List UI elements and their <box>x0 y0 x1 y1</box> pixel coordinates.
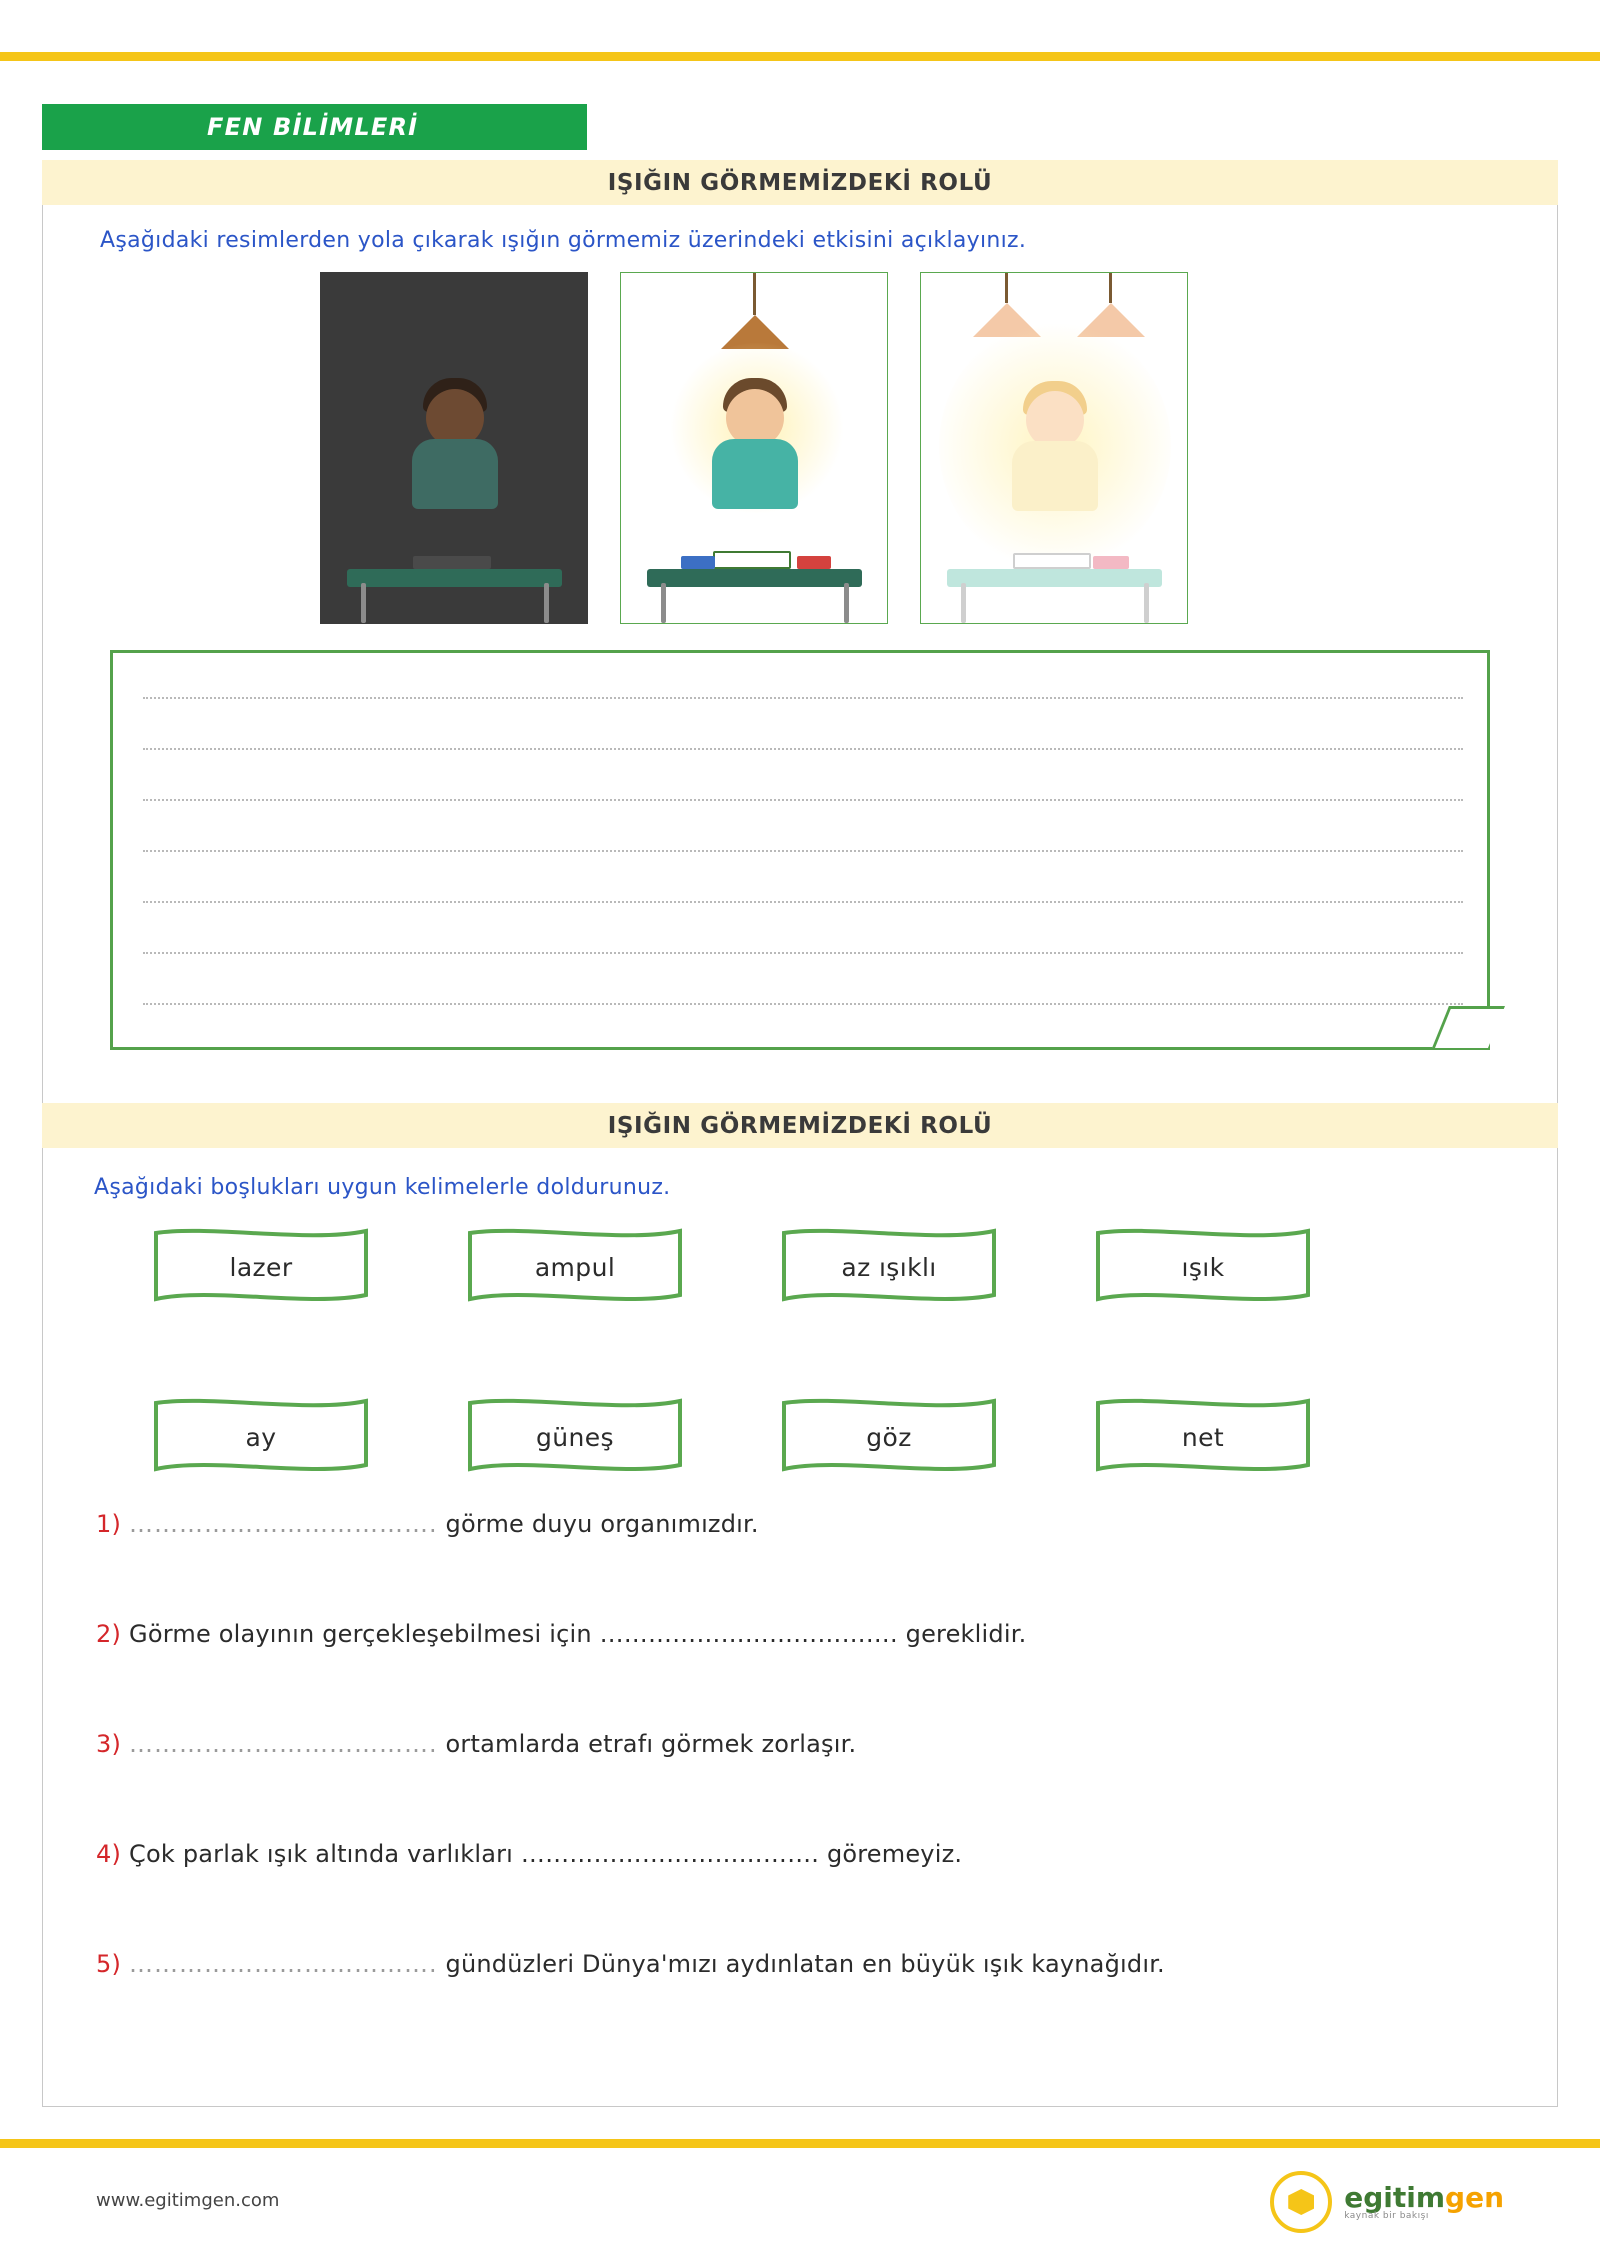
word-bank-item[interactable] <box>464 1225 686 1317</box>
question-text: Görme olayının gerçekleşebilmesi için ………………………………. <box>129 1620 898 1648</box>
question-number: 5) <box>96 1950 122 1978</box>
question-text: gündüzleri Dünya'mızı aydınlatan en büyük ışık kaynağıdır. <box>437 1950 1165 1978</box>
answer-line <box>143 1003 1463 1005</box>
word-bank-label: lazer <box>229 1252 293 1282</box>
word-bank-item[interactable] <box>150 1395 372 1487</box>
answer-line <box>143 748 1463 750</box>
question-text: göremeyiz. <box>819 1840 963 1868</box>
bottom-accent-bar <box>0 2139 1600 2148</box>
word-bank-item[interactable] <box>1092 1395 1314 1487</box>
section-2-instruction: Aşağıdaki boşlukları uygun kelimelerle doldurunuz. <box>94 1175 671 1200</box>
question-row[interactable] <box>96 1840 1496 1868</box>
free-response-answer-box[interactable] <box>110 650 1490 1050</box>
question-blank[interactable]: ………………………………. <box>129 1510 438 1538</box>
word-bank-label: az ışıklı <box>841 1252 937 1282</box>
logo-tagline: kaynak bir bakışı <box>1344 2210 1429 2221</box>
question-number: 3) <box>96 1730 122 1758</box>
footer-url[interactable]: www.egitimgen.com <box>96 2190 280 2211</box>
question-blank[interactable]: ………………………………. <box>129 1730 438 1758</box>
logo-accent-text: gen <box>1445 2180 1504 2214</box>
answer-line <box>143 850 1463 852</box>
question-blank[interactable]: ………………………………. <box>129 1950 438 1978</box>
question-row[interactable] <box>96 1620 1496 1648</box>
subject-tag-label: FEN BİLİMLERİ <box>207 113 419 141</box>
question-text: gereklidir. <box>897 1620 1027 1648</box>
question-row[interactable] <box>96 1950 1496 1978</box>
brand-logo[interactable] <box>1270 2171 1504 2233</box>
question-text: Çok parlak ışık altında varlıkları ………………………………. <box>129 1840 820 1868</box>
illustration-dark-room <box>320 272 588 624</box>
question-row[interactable] <box>96 1510 1496 1538</box>
question-text: görme duyu organımızdır. <box>437 1510 759 1538</box>
logo-main-text: egitim <box>1344 2180 1446 2214</box>
question-number: 4) <box>96 1840 122 1868</box>
word-bank-item[interactable] <box>464 1395 686 1487</box>
word-bank-label: ışık <box>1181 1252 1225 1282</box>
answer-line <box>143 799 1463 801</box>
top-accent-bar <box>0 52 1600 61</box>
word-bank-row-2 <box>150 1395 1450 1487</box>
logo-wordmark <box>1344 2180 1504 2222</box>
word-bank-label: net <box>1181 1422 1225 1452</box>
word-bank-row-1 <box>150 1225 1450 1317</box>
section-2-header <box>42 1103 1558 1148</box>
illustration-row <box>320 272 1240 637</box>
word-bank-label: göz <box>866 1422 912 1452</box>
word-bank-item[interactable] <box>1092 1225 1314 1317</box>
illustration-single-lamp <box>620 272 888 624</box>
word-bank-label: ampul <box>534 1252 616 1282</box>
question-row[interactable] <box>96 1730 1496 1758</box>
answer-line <box>143 952 1463 954</box>
question-number: 1) <box>96 1510 122 1538</box>
question-number: 2) <box>96 1620 122 1648</box>
section-2-title: IŞIĞIN GÖRMEMİZDEKİ ROLÜ <box>607 1112 993 1139</box>
word-bank-label: güneş <box>536 1422 614 1452</box>
section-1-header <box>42 160 1558 205</box>
answer-line <box>143 901 1463 903</box>
word-bank-item[interactable] <box>778 1225 1000 1317</box>
section-1-instruction: Aşağıdaki resimlerden yola çıkarak ışığın görmemiz üzerindeki etkisini açıklayınız. <box>100 228 1027 253</box>
illustration-double-lamp <box>920 272 1188 624</box>
word-bank-label: ay <box>245 1422 277 1452</box>
question-text: ortamlarda etrafı görmek zorlaşır. <box>437 1730 857 1758</box>
subject-tag <box>42 104 587 150</box>
word-bank-item[interactable] <box>150 1225 372 1317</box>
word-bank-item[interactable] <box>778 1395 1000 1487</box>
logo-hexagon-icon <box>1270 2171 1332 2233</box>
section-1-title: IŞIĞIN GÖRMEMİZDEKİ ROLÜ <box>607 169 993 196</box>
answer-line <box>143 697 1463 699</box>
